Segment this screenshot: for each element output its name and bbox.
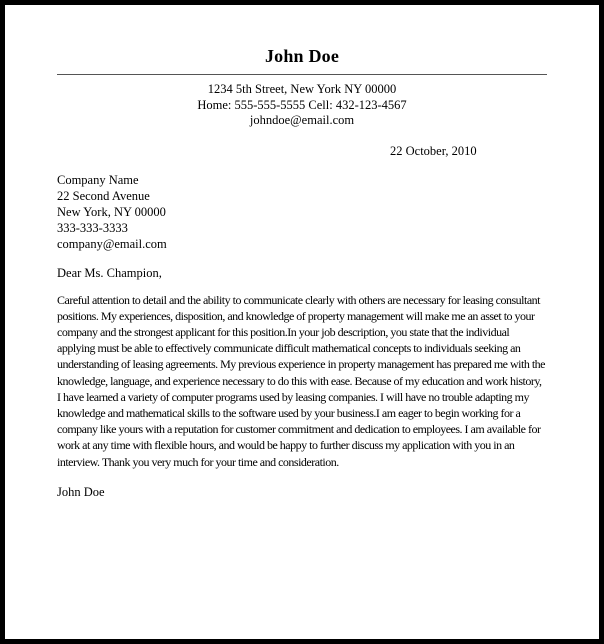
recipient-block [57,172,547,252]
salutation: Dear Ms. Champion, [57,265,162,280]
header-divider [57,74,547,75]
sender-address-line: 1234 5th Street, New York NY 00000 [207,82,397,96]
sender-name-heading: John Doe [264,46,340,66]
recipient-phone: 333-333-3333 [57,220,128,235]
sender-phone-line: Home: 555-555-5555 Cell: 432-123-4567 [197,97,407,112]
sender-email-line: johndoe@email.com [249,113,355,127]
recipient-email: company@email.com [57,236,167,251]
recipient-street: 22 Second Avenue [57,188,150,203]
letter-date: 22 October, 2010 [390,143,477,158]
recipient-company-name: Company Name [57,172,139,187]
letter-content [5,5,599,500]
letter-body-paragraph: Careful attention to detail and the ability to communicate clearly with others are necessary for leasing consultant positions. My experiences, disposition, and knowledge of property management will make me an asset to your company and the strongest applicant for this position.In your job description, you state that the individual applying must be able to effectively communicate difficult mathematical concepts to individuals seeking an understanding of leasing agreements. My previous experience in property management has prepared me with the knowledge, language, and experience necessary to do this with ease. Because of my education and work history, I have learned a variety of computer programs used by leasing companies. I will have no trouble adapting my knowledge and mathematical skills to the software used by your business.I am eager to begin working for a company like yours with a reputation for customer commitment and dedication to employees. I am available for work at any time with flexible hours, and would be happy to further discuss my application with you in an interview. Thank you very much for your time and consideration. [57,292,545,469]
recipient-city: New York, NY 00000 [57,204,166,219]
signature-name: John Doe [57,484,105,499]
sender-contact-block [57,82,547,129]
